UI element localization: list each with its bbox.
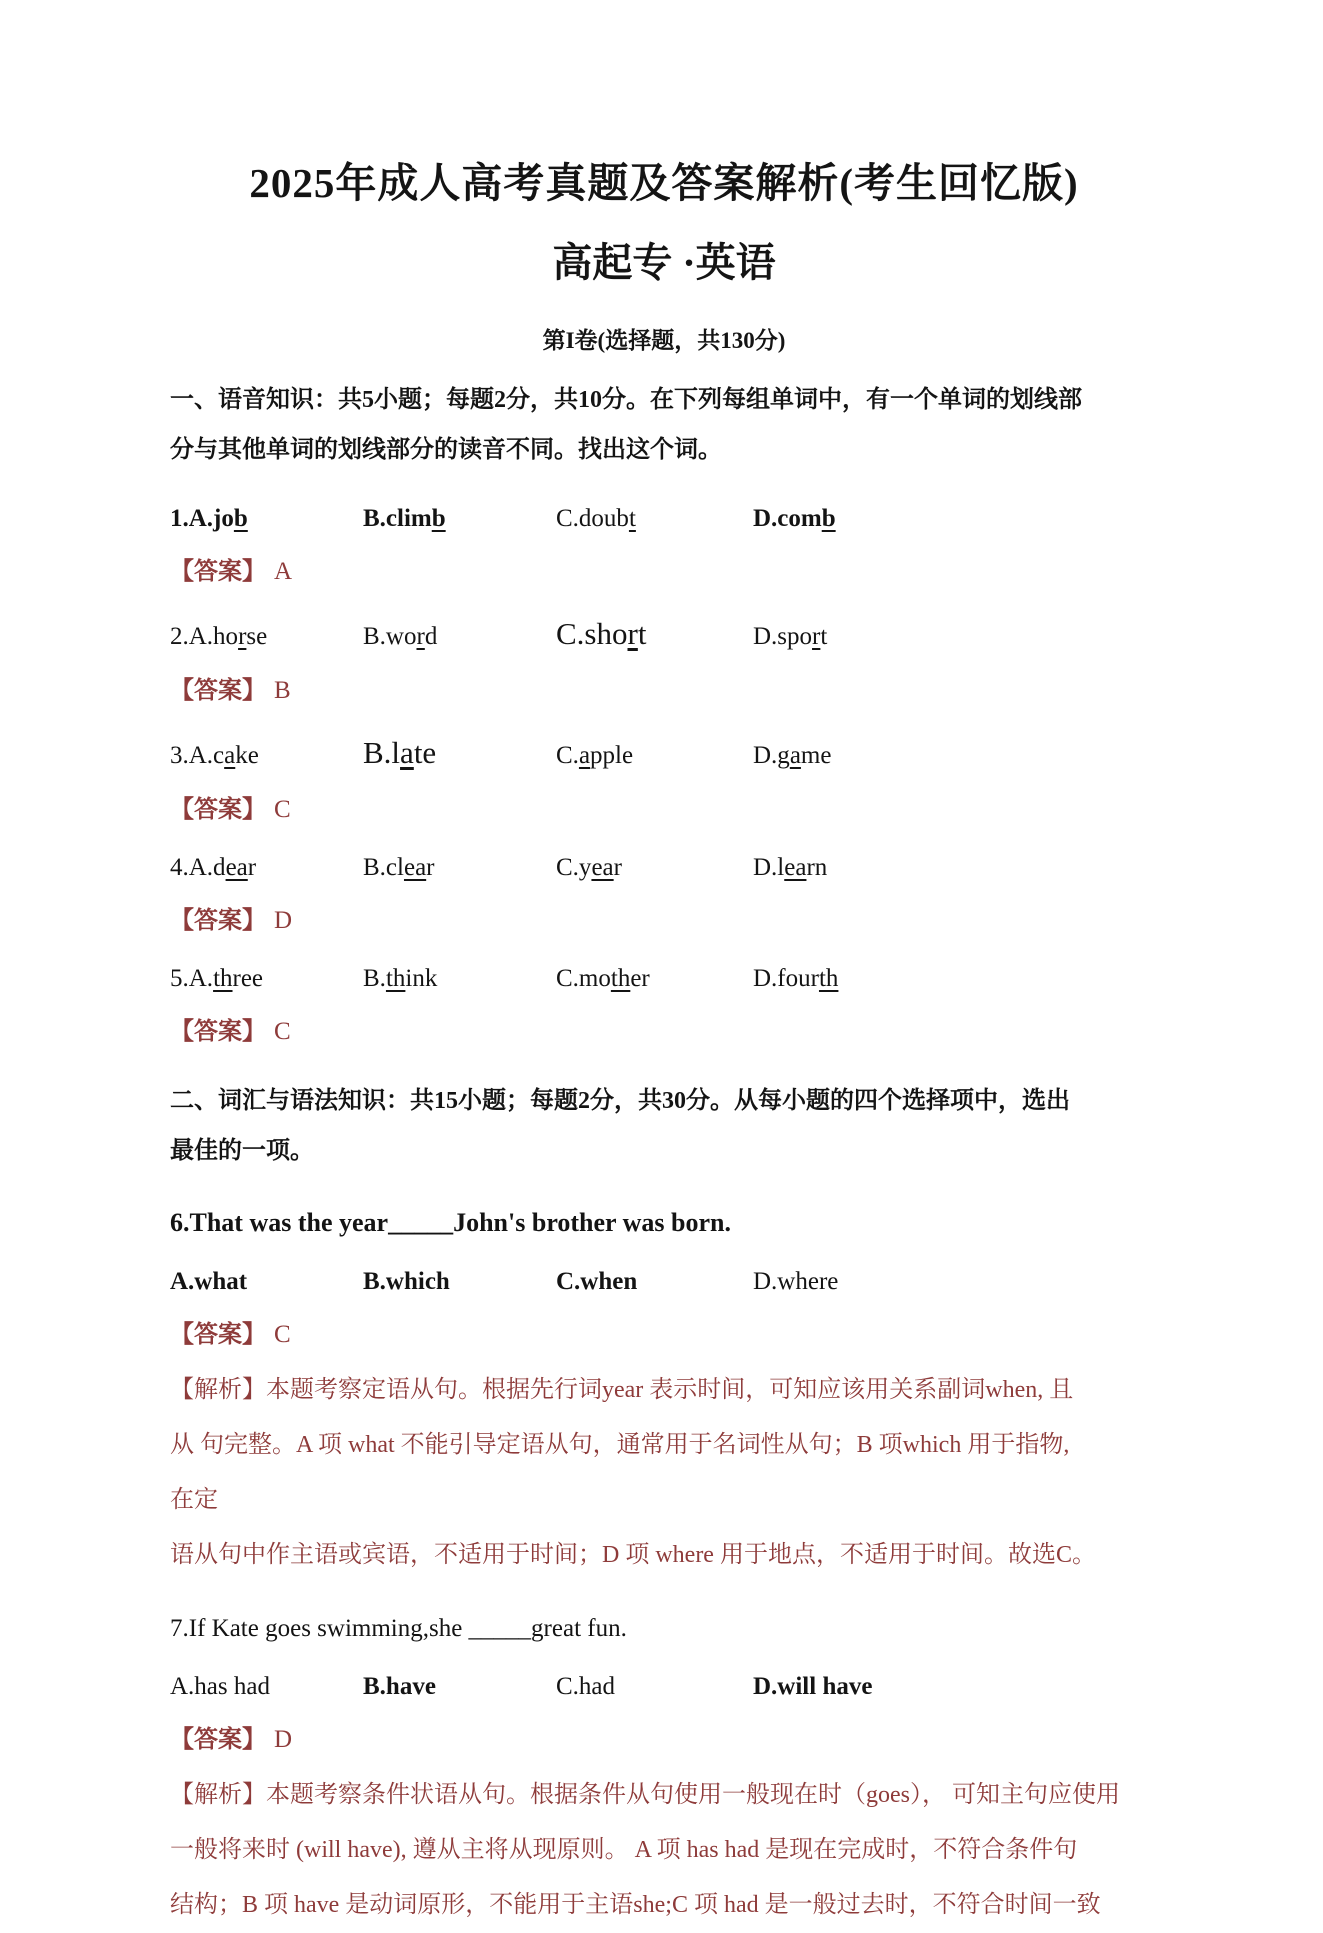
q7-explanation [170,1768,1158,1933]
answer-label: 【答案】 [170,1019,266,1045]
q6-explanation-line1: 【解析】本题考察定语从句。根据先行词year 表示时间，可知应该用关系副词when, 且 [170,1377,1074,1403]
q3-answer-line [170,789,1158,824]
q6-answer-value: C [274,1321,291,1348]
q6-explanation [170,1363,1158,1583]
q6-explanation-line2: 从 句完整。A 项 what 不能引导定语从句，通常用于名词性从句；B 项which 用于指物, [170,1432,1070,1458]
question-2-options [170,616,1158,652]
q4-option-b: B.clear [363,854,435,881]
answer-label: 【答案】 [170,1727,266,1753]
answer-label: 【答案】 [170,797,266,823]
page-title: 2025年成人高考真题及答案解析(考生回忆版) [249,160,1079,206]
section2-intro [170,1076,1158,1176]
q7-answer-line [170,1719,1158,1754]
q3-answer-value: C [274,796,291,823]
q1-option-d: D.comb [753,505,836,532]
q6-option-b: B.which [363,1268,450,1295]
q7-option-a: A.has had [170,1673,270,1700]
q4-answer-line [170,900,1158,935]
q4-option-c: C.year [556,854,622,881]
q1-option-c: C.doubt [556,505,636,532]
question-7-options [170,1673,1158,1701]
q4-option-a: 4.A.dear [170,854,257,881]
q6-option-c: C.when [556,1268,638,1295]
q1-answer-value: A [274,558,293,585]
q3-option-a: 3.A.cake [170,742,259,769]
q6-option-d: D.where [753,1268,839,1295]
section2-intro-line2: 最佳的一项。 [170,1138,314,1164]
q4-option-d: D.learn [753,854,828,881]
section1-intro-line1: 一、语音知识：共5小题；每题2分，共10分。在下列每组单词中，有一个单词的划线部 [170,387,1082,413]
q7-answer-value: D [274,1726,293,1753]
q5-option-d: D.fourth [753,965,839,992]
q6-explanation-line3: 在定 [170,1487,218,1513]
answer-label: 【答案】 [170,678,266,704]
q6-option-a: A.what [170,1268,248,1295]
q7-option-c: C.had [556,1673,616,1700]
q1-option-a: 1.A.job [170,505,248,532]
q2-answer-value: B [274,677,291,704]
q3-option-b: B.late [363,735,437,770]
q5-option-a: 5.A.three [170,965,264,992]
q2-answer-line [170,670,1158,705]
question-6-options [170,1268,1158,1296]
q1-answer-line [170,551,1158,586]
question-4-options [170,854,1158,882]
q6-answer-line [170,1314,1158,1349]
q2-option-d: D.sport [753,623,828,650]
q6-explanation-line4: 语从句中作主语或宾语，不适用于时间；D 项 where 用于地点，不适用于时间。故选C。 [170,1542,1096,1568]
q5-answer-value: C [274,1018,291,1045]
q7-explanation-line2: 一般将来时 (will have), 遵从主将从现原则。 A 项 has had 是现在完成时，不符合条件句 [170,1837,1078,1863]
answer-label: 【答案】 [170,908,266,934]
q2-option-c: C.short [556,616,647,651]
q1-option-b: B.climb [363,505,446,532]
q7-explanation-line3: 结构；B 项 have 是动词原形，不能用于主语she;C 项 had 是一般过去时，不符合时间一致 [170,1892,1101,1918]
page-subtitle: 高起专 ·英语 [552,240,776,285]
q3-option-d: D.game [753,742,832,769]
volume-header: 第I卷(选择题，共130分) [542,328,786,353]
q6-stem: 6.That was the year_____John's brother was born. [170,1208,731,1237]
question-1-options [170,505,1158,533]
q7-option-d: D.will have [753,1673,873,1700]
answer-label: 【答案】 [170,1322,266,1348]
section1-intro-line2: 分与其他单词的划线部分的读音不同。找出这个词。 [170,437,722,463]
q7-stem: 7.If Kate goes swimming,she _____great fun. [170,1615,627,1642]
q5-option-b: B.think [363,965,438,992]
q2-option-b: B.word [363,623,438,650]
q4-answer-value: D [274,907,293,934]
section1-intro [170,375,1158,475]
q5-option-c: C.mother [556,965,650,992]
section2-intro-line1: 二、词汇与语法知识：共15小题；每题2分，共30分。从每小题的四个选择项中，选出 [170,1088,1070,1114]
question-3-options [170,735,1158,771]
q3-option-c: C.apple [556,742,634,769]
question-5-options [170,965,1158,993]
q2-option-a: 2.A.horse [170,623,268,650]
answer-label: 【答案】 [170,559,266,585]
q7-explanation-line1: 【解析】本题考察条件状语从句。根据条件从句使用一般现在时（goes）， 可知主句应使用 [170,1782,1120,1808]
q5-answer-line [170,1011,1158,1046]
q7-option-b: B.have [363,1673,436,1700]
